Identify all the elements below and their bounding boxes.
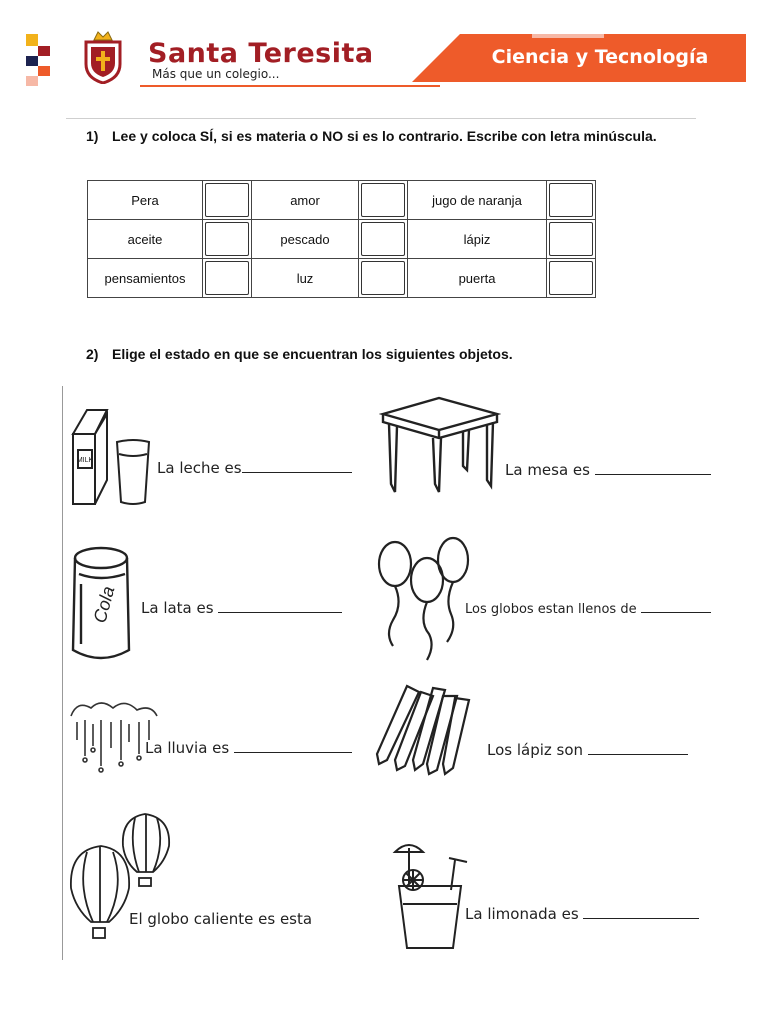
item-globos-text: Los globos estan llenos de	[465, 602, 637, 617]
table-cell-word: amor	[252, 181, 359, 220]
table-row	[88, 181, 596, 220]
table-row	[88, 220, 596, 259]
school-name: Santa Teresita	[148, 38, 374, 69]
answer-box[interactable]	[359, 220, 408, 259]
balloons-icon	[375, 534, 471, 664]
answer-blank[interactable]	[641, 598, 711, 613]
item-lluvia-text: La lluvia es	[145, 739, 230, 757]
question-1-prompt	[86, 128, 657, 144]
item-globo-caliente	[129, 910, 312, 928]
item-mesa-text: La mesa es	[505, 461, 590, 479]
subject-title: Ciencia y Tecnología	[491, 46, 709, 68]
decor-square-red	[38, 46, 50, 56]
soda-can-icon	[69, 544, 135, 666]
table-row	[88, 259, 596, 298]
item-leche-text: La leche es	[157, 459, 242, 477]
answer-box[interactable]	[203, 181, 252, 220]
answer-blank[interactable]	[595, 460, 711, 475]
table-cell-word: aceite	[88, 220, 203, 259]
answer-box[interactable]	[203, 259, 252, 298]
milk-label: MILK	[76, 457, 94, 464]
answer-box[interactable]	[547, 220, 596, 259]
cola-label: Cola	[89, 584, 119, 626]
lemonade-glass-icon	[391, 838, 477, 954]
item-lapiz-text: Los lápiz son	[487, 741, 584, 759]
question-2-number: 2)	[86, 346, 99, 362]
question-1-text: Lee y coloca SÍ, si es materia o NO si es lo contrario. Escribe con letra minúscula.	[112, 128, 657, 144]
item-limonada-text: La limonada es	[465, 905, 579, 923]
rain-cloud-icon	[67, 696, 161, 776]
table-cell-word: lápiz	[408, 220, 547, 259]
item-lata	[141, 598, 342, 617]
page-header	[0, 0, 768, 96]
answer-box[interactable]	[547, 181, 596, 220]
decor-square-gold	[26, 34, 38, 46]
milk-carton-icon	[67, 404, 151, 508]
answer-blank[interactable]	[583, 904, 699, 919]
answer-blank[interactable]	[234, 738, 352, 753]
header-underline	[140, 85, 440, 87]
decor-square-pink	[26, 76, 38, 86]
decor-square-navy	[26, 56, 38, 66]
item-leche	[157, 458, 352, 477]
table-cell-word: jugo de naranja	[408, 181, 547, 220]
item-mesa	[505, 460, 711, 479]
matter-table	[87, 180, 596, 298]
table-cell-word: pensamientos	[88, 259, 203, 298]
question-2-prompt	[86, 346, 513, 362]
item-globo-caliente-text: El globo caliente es esta	[129, 910, 313, 928]
table-cell-word: puerta	[408, 259, 547, 298]
answer-blank[interactable]	[242, 458, 352, 473]
states-exercise-panel	[62, 386, 723, 960]
pencils-icon	[373, 682, 473, 782]
answer-box[interactable]	[547, 259, 596, 298]
item-limonada	[465, 904, 699, 923]
question-2-text: Elige el estado en que se encuentran los siguientes objetos.	[112, 346, 513, 362]
answer-box[interactable]	[359, 259, 408, 298]
item-lluvia	[145, 738, 352, 757]
table-furniture-icon	[379, 392, 501, 498]
answer-blank[interactable]	[218, 598, 342, 613]
item-lata-text: La lata es	[141, 599, 214, 617]
header-divider	[66, 118, 696, 119]
table-cell-word: pescado	[252, 220, 359, 259]
school-tagline: Más que un colegio...	[152, 67, 280, 81]
decor-square-orange	[38, 66, 50, 76]
item-globos	[465, 598, 711, 617]
school-crest-logo	[82, 30, 124, 84]
answer-blank[interactable]	[588, 740, 688, 755]
table-cell-word: luz	[252, 259, 359, 298]
answer-box[interactable]	[203, 220, 252, 259]
question-1-number: 1)	[86, 128, 99, 144]
answer-box[interactable]	[359, 181, 408, 220]
table-cell-word: Pera	[88, 181, 203, 220]
item-lapiz	[487, 740, 688, 759]
